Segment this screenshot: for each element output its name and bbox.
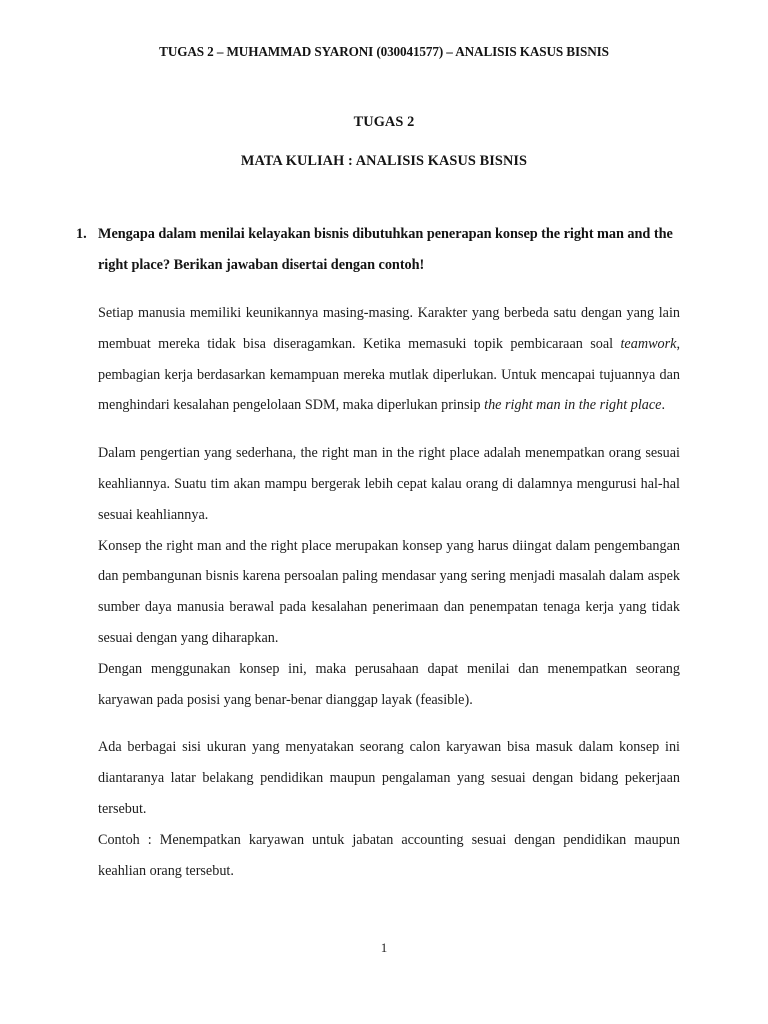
answer-paragraph [98, 825, 680, 887]
answer-paragraph [98, 298, 680, 421]
answer-paragraph [98, 732, 680, 824]
text-run: Contoh : Menempatkan karyawan untuk jabatan accounting sesuai dengan pendidikan maupun keahlian orang tersebut. [98, 831, 680, 879]
question-number: 1. [76, 226, 87, 242]
text-run: Konsep the right man and the right place merupakan konsep yang harus diingat dalam pengembangan dan pembangunan bisnis karena persoalan paling mendasar yang sering menjadi masalah dalam aspek sumber daya manusia berawal pada kesalahan penerimaan dan penempatan tenaga kerja yang tidak sesuai dengan yang diharapkan. [98, 537, 680, 646]
answer-paragraph [98, 531, 680, 654]
italic-phrase: the right man in the right place [484, 397, 662, 414]
question-text: Mengapa dalam menilai kelayakan bisnis dibutuhkan penerapan konsep the right man and the right place? Berikan jawaban disertai dengan contoh! [98, 226, 673, 273]
content-column [76, 219, 680, 886]
text-run: Dengan menggunakan konsep ini, maka perusahaan dapat menilai dan menempatkan seorang karyawan pada posisi yang benar-benar dianggap layak (feasible). [98, 660, 680, 708]
text-run: Ada berbagai sisi ukuran yang menyatakan seorang calon karyawan bisa masuk dalam konsep ini diantaranya latar belakang pendidikan maupun pengalaman yang sesuai dengan bidang pekerjaan tersebut. [98, 739, 680, 817]
document-title: TUGAS 2 [353, 114, 415, 130]
answer-paragraph [98, 654, 680, 716]
text-run: , pembagian kerja berdasarkan kemampuan mereka mutlak diperlukan. Untuk mencapai tujuannya dan menghindari kesalahan pengelolaan SDM, maka diperlukan prinsip [98, 335, 680, 414]
page-number: 1 [380, 940, 388, 955]
text-run: Setiap manusia memiliki keunikannya masing-masing. Karakter yang berbeda satu dengan yang lain membuat mereka tidak bisa diseragamkan. Ketika memasuki topik pembicaraan soal [98, 305, 680, 352]
answer-body [98, 298, 680, 886]
question-item-1 [76, 219, 680, 281]
title-block [0, 114, 768, 170]
document-subtitle: MATA KULIAH : ANALISIS KASUS BISNIS [240, 153, 528, 169]
text-run: Dalam pengertian yang sederhana, the right man in the right place adalah menempatkan orang sesuai keahliannya. Suatu tim akan mampu bergerak lebih cepat kalau orang di dalamnya mengurusi hal-hal sesuai keahliannya. [98, 445, 680, 523]
italic-phrase: teamwork [620, 335, 677, 352]
text-run: . [661, 397, 665, 414]
running-header: TUGAS 2 – MUHAMMAD SYARONI (030041577) – ANALISIS KASUS BISNIS [159, 44, 609, 59]
answer-paragraph [98, 438, 680, 530]
